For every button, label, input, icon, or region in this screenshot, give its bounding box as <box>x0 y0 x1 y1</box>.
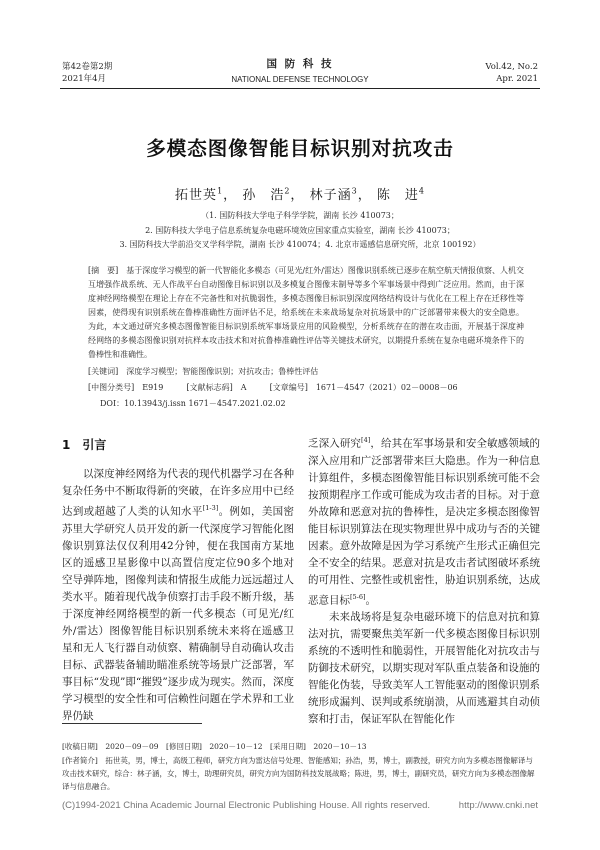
author-affil-mark: 2 <box>284 186 291 196</box>
footnote-author-bio: [作者简介] 拓世英，男，博士，高级工程师，研究方向为雷达信号处理、智能感知；孙浩，男，博士，副教授，研究方向为多模态图像解译与攻击技术研究，综合：林子涵，女，博士，助理研究员，研究方向为国防科技发展战略；陈进，男，博士，副研究员，研究方向为多模态图像解译与信息融合。 <box>62 756 535 791</box>
paragraph: 乏深入研究[4]，给其在军事场景和安全敏感领域的深入应用和广泛部署带来巨大隐患。作为一种信息计算组件，多模态图像智能目标识别系统可能不会按预期程序工作或可能成为攻击者的目标。对于意外故障和恶意对抗的鲁棒性，是决定多模态图像智能目标识别算法在现实物理世界中成功与否的关键因素。意外故障是因为学习系统产生形式正确但完全不安全的结果。恶意对抗是攻击者试图破坏系统的可用性、完整性或机密性，胁迫识别系统，达成恶意目标[5-6]。 <box>308 436 541 606</box>
abstract-text: 基于深度学习模型的新一代智能化多模态（可见光/红外/雷达）图像识别系统已逐步在航空航天情报侦察、人机交互增强作战系统、无人作战平台自动图像目标识别以及多模复合图像末制导等多个军事场景中得到广泛应用。然而，由于深度神经网络模型在理论上存在不完备性和对抗脆弱性，多模态图像目标识别深度网络结构设计与优化在工程上存在迁移性等因素，使得现有识别系统在鲁棒准确性方面评估不足，给系统在未来战场复杂对抗场景中的广泛部署带来极大的安全隐患。为此，本文通过研究多模态图像智能目标识别系统军事场景应用的风险模型，分析系统存在的潜在攻击面，开展基于深度神经网络的多模态图像识别对抗样本攻击技术和对抗鲁棒准确性评估等关键技术研究，以期提升系统在复杂电磁环境条件下的鲁棒性和准确性。 <box>88 266 525 359</box>
affiliation-line: （1. 国防科技大学电子科学学院，湖南 长沙 410073； <box>201 211 399 220</box>
header-date: 2021年4月 <box>62 74 107 84</box>
paper-title: 多模态图像智能目标识别对抗攻击 <box>146 137 454 160</box>
header-journal-cn: 国 防 科 技 <box>266 58 334 70</box>
header-journal-en: NATIONAL DEFENSE TECHNOLOGY <box>231 75 369 84</box>
author-list: 拓世英$^1$， 孙 浩$^2$， 林子涵$^3$， 陈 进$^4$ <box>175 186 425 203</box>
keywords-text: 深度学习模型；智能图像识别；对抗攻击；鲁棒性评估 <box>126 367 319 376</box>
abstract-label: [摘 要] <box>88 266 119 275</box>
header-date-en: Apr. 2021 <box>496 74 538 84</box>
header-volume: 第42卷第2期 <box>62 62 113 72</box>
affiliation-line: 3. 国防科技大学前沿交叉学科学院，湖南 长沙 410074；4. 北京市遥感信息研究所，北京 100192） <box>119 240 481 249</box>
right-column <box>308 432 540 728</box>
abstract <box>88 264 524 362</box>
copyright-notice: (C)1994-2021 China Academic Journal Electronic Publishing House. All rights reserved. <box>62 800 431 811</box>
author-name: 拓世英 <box>175 188 218 203</box>
author-affil-mark: 4 <box>418 186 425 196</box>
paragraph: 以深度神经网络为代表的现代机器学习在各种复杂任务中不断取得新的突破，在许多应用中已经达到或超越了人类的认知水平[1-3]。例如，美国密苏里大学研究人员开发的新一代深度学习智能化图像识别算法仅仅利用42分钟，便在我国南方某地区的遥感卫星影像中以高置信度定位90多个地对空导弹阵地，图像判读和情报生成能力远远超过人类水平。随着现代战争侦察打击手段不断升级，基于深度神经网络模型的新一代多模态（可见光/红外/雷达）图像智能目标识别系统未来将在遥感卫星和无人飞行器自动侦察、精确制导自动确认攻击目标、武器装备辅助瞄准系统等场景广泛部署，军事目标“发现”即“摧毁”逐步成为现实。然而，深度学习模型的安全性和可信赖性问题在学术界和工业界仍缺 <box>62 468 295 722</box>
header-rule <box>60 88 540 89</box>
classification-line: [中图分类号] E919 [文献标志码] A [文章编号] 1671－4547（2021）02－0008－06 <box>88 383 458 392</box>
left-column <box>62 466 294 725</box>
keywords <box>88 366 524 377</box>
affiliation-line: 2. 国防科技大学电子信息系统复杂电磁环境效应国家重点实验室，湖南 长沙 410073； <box>145 226 455 235</box>
citation[interactable]: [5-6] <box>350 592 366 601</box>
keywords-label: [关键词] <box>88 367 119 376</box>
doc-code: A <box>240 383 247 392</box>
author-name: 陈 进 <box>376 188 419 203</box>
footnote-dates: [收稿日期] 2020－09－09 [修回日期] 2020－10－12 [采用日期] 2020－10－13 <box>62 742 367 751</box>
author-affil-mark: 1 <box>217 186 224 196</box>
source-link[interactable]: http://www.cnki.net <box>458 800 538 811</box>
footnote-rule <box>62 723 202 724</box>
header-vol-en: Vol.42, No.2 <box>485 62 538 72</box>
clc-code: E919 <box>142 383 164 392</box>
section-heading: 1 引言 <box>62 438 107 452</box>
doi[interactable]: DOI：10.13943/j.issn 1671－4547.2021.02.02 <box>100 399 286 408</box>
author-affil-mark: 3 <box>351 186 358 196</box>
article-number: 1671－4547（2021）02－0008－06 <box>315 383 458 392</box>
author-name: 林子涵 <box>309 188 352 203</box>
citation[interactable]: [1-3] <box>202 504 219 512</box>
paragraph: 未来战场将是复杂电磁环境下的信息对抗和算法对抗，需要聚焦美军新一代多模态图像目标识别系统的不透明性和脆弱性，开展智能化对抗攻击与防御技术研究，以期实现对军队重点装备和设施的智能化伪装，导致美军人工智能驱动的图像识别系统形成漏判、误判或系统崩溃，从而逃避其自动侦察和打击，保证军队在智能化作 <box>308 611 540 725</box>
author-name: 孙 浩 <box>242 188 285 203</box>
citation[interactable]: [4] <box>361 436 371 444</box>
